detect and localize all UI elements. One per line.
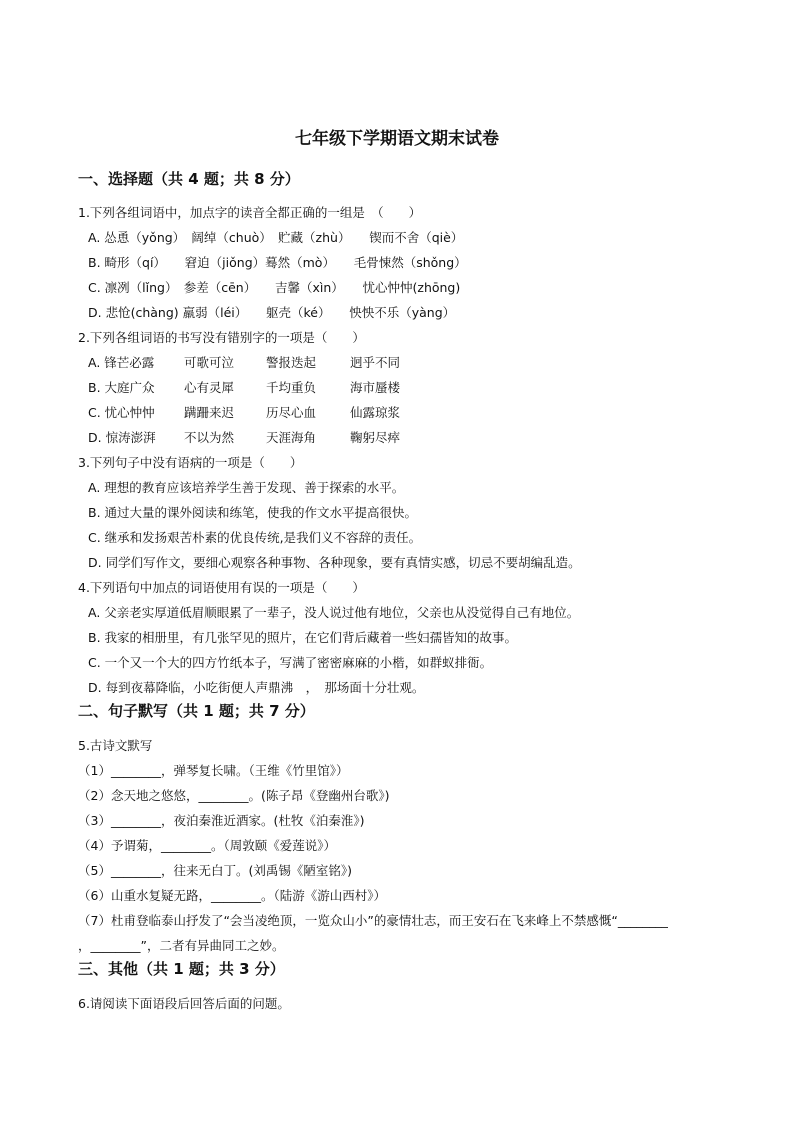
dictation-item: （4）予谓菊，________。（周敦颐《爱莲说》） bbox=[78, 838, 336, 853]
word: 心有灵犀 bbox=[184, 380, 235, 395]
word: 迥乎不同 bbox=[350, 355, 401, 370]
question-2-stem: 2.下列各组词语的书写没有错别字的一项是（ ） bbox=[78, 330, 365, 345]
section-heading-choice: 一、选择题（共 4 题；共 8 分） bbox=[78, 170, 300, 188]
question-3-option-d: D. 同学们写作文，要细心观察各种事物、各种现象，要有真情实感，切忌不要胡编乱造。 bbox=[88, 555, 581, 570]
word: 天涯海角 bbox=[266, 430, 317, 445]
question-1-option-c: C. 凛冽（lǐng） 参差（cēn） 吉馨（xìn） 忧心忡忡(zhōng) bbox=[88, 280, 461, 295]
section-heading-dictation: 二、句子默写（共 1 题；共 7 分） bbox=[78, 702, 315, 720]
dictation-item: （3）________，夜泊秦淮近酒家。(杜牧《泊秦淮》) bbox=[78, 813, 365, 828]
question-4-option-a: A. 父亲老实厚道低眉顺眼累了一辈子，没人说过他有地位，父亲也从没觉得自己有地位。 bbox=[88, 605, 580, 620]
word: 历尽心血 bbox=[266, 405, 317, 420]
word: B. 大庭广众 bbox=[88, 380, 155, 395]
question-2-option-d bbox=[88, 428, 400, 446]
question-6-stem: 6.请阅读下面语段后回答后面的问题。 bbox=[78, 996, 290, 1011]
dictation-item: （6）山重水复疑无路，________。（陆游《游山西村》） bbox=[78, 888, 386, 903]
question-4-option-b: B. 我家的相册里，有几张罕见的照片，在它们背后藏着一些妇孺皆知的故事。 bbox=[88, 630, 518, 645]
question-2-option-c bbox=[88, 403, 400, 421]
question-3-option-b: B. 通过大量的课外阅读和练笔，使我的作文水平提高很快。 bbox=[88, 505, 418, 520]
dictation-item: （1）________，弹琴复长啸。（王维《竹里馆》） bbox=[78, 763, 349, 778]
question-1-option-b: B. 畸形（qí） 窘迫（jiǒng）蓦然（mò） 毛骨悚然（shǒng） bbox=[88, 255, 467, 270]
question-4-stem: 4.下列语句中加点的词语使用有误的一项是（ ） bbox=[78, 580, 365, 595]
dictation-item: ，________”，二者有异曲同工之妙。 bbox=[78, 938, 285, 953]
word: 可歌可泣 bbox=[184, 355, 235, 370]
question-2-option-b bbox=[88, 378, 400, 396]
question-3-option-a: A. 理想的教育应该培养学生善于发现、善于探索的水平。 bbox=[88, 480, 405, 495]
word: 警报迭起 bbox=[266, 355, 317, 370]
word: 蹒跚来迟 bbox=[184, 405, 235, 420]
question-1-option-d: D. 悲怆(chàng) 羸弱（léi） 躯壳（ké） 怏怏不乐（yàng） bbox=[88, 305, 456, 320]
dictation-item: （7）杜甫登临泰山抒发了“会当凌绝顶，一览众山小”的豪情壮志，而王安石在飞来峰上不禁感慨“________ bbox=[78, 913, 668, 928]
word: A. 锋芒必露 bbox=[88, 355, 155, 370]
dictation-item: （5）________，往来无白丁。(刘禹锡《陋室铭》) bbox=[78, 863, 352, 878]
dictation-item: （2）念天地之悠悠，________。(陈子昂《登幽州台歌》) bbox=[78, 788, 390, 803]
exam-title: 七年级下学期语文期末试卷 bbox=[295, 129, 499, 149]
question-3-stem: 3.下列句子中没有语病的一项是（ ） bbox=[78, 455, 303, 470]
question-5-stem: 5.古诗文默写 bbox=[78, 738, 153, 753]
word: 鞠躬尽瘁 bbox=[350, 430, 401, 445]
word: 海市蜃楼 bbox=[350, 380, 401, 395]
word: 千均重负 bbox=[266, 380, 317, 395]
question-1-stem: 1.下列各组词语中，加点字的读音全都正确的一组是 （ ） bbox=[78, 205, 422, 220]
question-1-option-a: A. 怂恿（yǒng） 阔绰（chuò） 贮藏（zhù） 锲而不舍（qiè） bbox=[88, 230, 464, 245]
word: D. 惊涛澎湃 bbox=[88, 430, 156, 445]
question-4-option-c: C. 一个又一个大的四方竹纸本子，写满了密密麻麻的小楷，如群蚁排衙。 bbox=[88, 655, 493, 670]
question-3-option-c: C. 继承和发扬艰苦朴素的优良传统,是我们义不容辞的责任。 bbox=[88, 530, 422, 545]
section-heading-other: 三、其他（共 1 题；共 3 分） bbox=[78, 960, 285, 978]
word: C. 忧心忡忡 bbox=[88, 405, 155, 420]
question-2-option-a bbox=[88, 353, 400, 371]
question-4-option-d: D. 每到夜幕降临，小吃街便人声鼎沸 ， 那场面十分壮观。 bbox=[88, 680, 425, 695]
word: 仙露琼浆 bbox=[350, 405, 401, 420]
word: 不以为然 bbox=[184, 430, 235, 445]
